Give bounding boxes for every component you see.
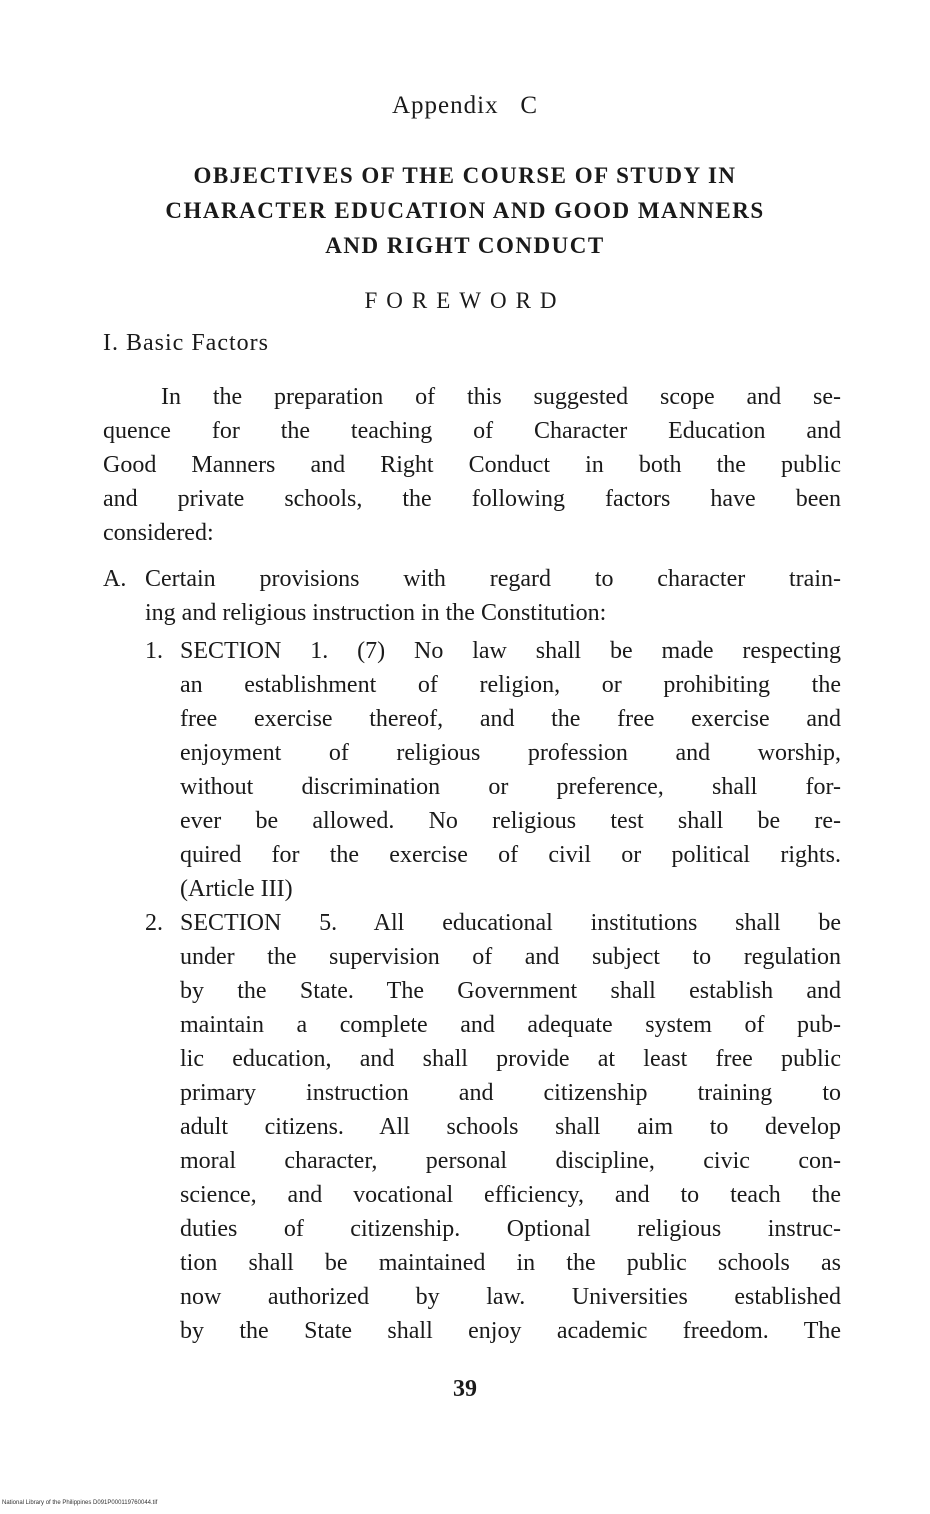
paragraph-line: free exercise thereof, and the free exercise and	[180, 706, 841, 732]
scan-credit: National Library of the Philippines D091P000119760044.tif	[2, 1500, 158, 1506]
appendix-heading: Appendix C	[391, 92, 539, 119]
paragraph-line: an establishment of religion, or prohibiting the	[180, 672, 841, 698]
foreword-heading: FOREWORD	[364, 288, 566, 313]
paragraph-line: primary instruction and citizenship training to	[180, 1080, 841, 1106]
list-marker: A.	[103, 566, 127, 592]
title-line: CHARACTER EDUCATION AND GOOD MANNERS	[165, 198, 765, 223]
list-item-body	[145, 562, 841, 630]
paragraph-line: now authorized by law. Universities established	[180, 1284, 841, 1310]
paragraph-line: considered:	[103, 520, 214, 546]
paragraph-line: ing and religious instruction in the Constitution:	[145, 600, 607, 626]
paragraph-line: maintain a complete and adequate system of pub-	[180, 1012, 841, 1038]
paragraph-line: SECTION 1. (7) No law shall be made respecting	[180, 638, 841, 664]
paragraph-line: enjoyment of religious profession and worship,	[180, 740, 841, 766]
paragraph-line: under the supervision of and subject to regulation	[180, 944, 841, 970]
list-item-body	[180, 906, 841, 1348]
paragraph-line: Good Manners and Right Conduct in both the public	[103, 452, 841, 478]
title-line: AND RIGHT CONDUCT	[325, 233, 605, 258]
paragraph-line: quence for the teaching of Character Education and	[103, 418, 841, 444]
paragraph-line: quired for the exercise of civil or political rights.	[180, 842, 841, 868]
list-marker: 2.	[145, 910, 163, 936]
intro-paragraph	[103, 380, 841, 550]
paragraph-line: Certain provisions with regard to character train-	[145, 566, 841, 592]
paragraph-line: by the State shall enjoy academic freedom. The	[180, 1318, 841, 1344]
paragraph-line: SECTION 5. All educational institutions shall be	[180, 910, 841, 936]
paragraph-line: adult citizens. All schools shall aim to develop	[180, 1114, 841, 1140]
page-number: 39	[453, 1376, 477, 1402]
paragraph-line: and private schools, the following factors have been	[103, 486, 841, 512]
paragraph-line: science, and vocational efficiency, and to teach the	[180, 1182, 841, 1208]
paragraph-line: tion shall be maintained in the public schools as	[180, 1250, 841, 1276]
paragraph-line: lic education, and shall provide at least free public	[180, 1046, 841, 1072]
document-title	[90, 158, 840, 263]
list-marker: 1.	[145, 638, 163, 664]
paragraph-line: In the preparation of this suggested scope and se-	[161, 384, 841, 410]
paragraph-line: ever be allowed. No religious test shall be re-	[180, 808, 841, 834]
paragraph-line: moral character, personal discipline, civic con-	[180, 1148, 841, 1174]
section-heading: I. Basic Factors	[103, 330, 269, 356]
paragraph-line: (Article III)	[180, 876, 293, 902]
title-line: OBJECTIVES OF THE COURSE OF STUDY IN	[193, 163, 737, 188]
list-item-body	[180, 634, 841, 906]
paragraph-line: duties of citizenship. Optional religious instruc-	[180, 1216, 841, 1242]
paragraph-line: without discrimination or preference, shall for-	[180, 774, 841, 800]
paragraph-line: by the State. The Government shall establish and	[180, 978, 841, 1004]
